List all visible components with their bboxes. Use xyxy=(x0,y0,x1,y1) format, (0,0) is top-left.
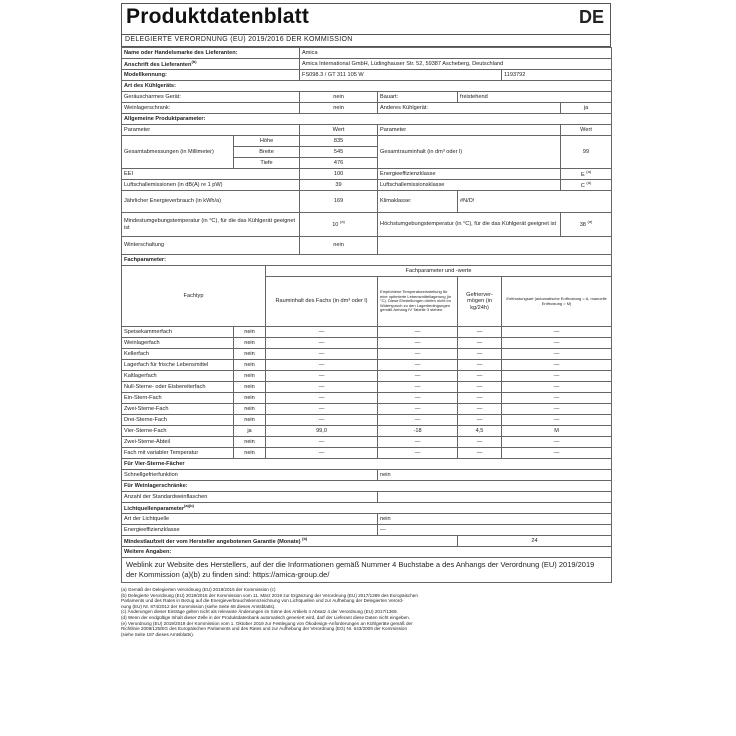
compartment-freeze: — xyxy=(458,437,502,448)
compartment-name: Drei-Sterne-Fach xyxy=(122,415,234,426)
footnote-ref: (b) xyxy=(302,535,308,541)
compartment-temp: — xyxy=(378,360,458,371)
energy-label: Jährlicher Energieverbrauch (in kWh/a) xyxy=(122,191,300,213)
climate-label: Klimaklasse: xyxy=(378,191,458,213)
device-value: nein xyxy=(300,103,378,114)
compartment-present: nein xyxy=(234,404,266,415)
compartment-type-header: Fachtyp xyxy=(122,266,266,327)
wine-count-row xyxy=(122,492,612,503)
compartment-volume: — xyxy=(266,448,378,459)
datasheet-header xyxy=(121,3,611,35)
light-type-label: Art der Lichtquelle xyxy=(122,514,378,525)
footnote-ref: (a)(b) xyxy=(184,502,194,508)
compartment-temp: — xyxy=(378,371,458,382)
footnote: (d) Wenn der endgültige Inhalt dieser Zelle in der Produktdatenbank automatisch generiert wird, darf der Lieferant diese Daten nicht eingeben. xyxy=(121,614,410,620)
compartment-name: Kellerfach xyxy=(122,349,234,360)
product-datasheet xyxy=(121,3,611,637)
compartment-volume: 99,0 xyxy=(266,426,378,437)
energy-value: 169 xyxy=(300,191,378,213)
section-heading: Fachparameter: xyxy=(122,255,612,266)
compartment-temp-header: Empfohlene Temperatureinstellung für eine optimierte Lebensmittellagerung (in °C). Diese Einstellungen dürfen nicht im Widerspruch zu den Lagerbedingungen gemäß Anhang IV Tabelle 3 stehen. xyxy=(378,277,458,327)
footnote-ref: (b) xyxy=(191,58,197,64)
regulation-subtitle: DELEGIERTE VERORDNUNG (EU) 2019/2016 DER KOMMISSION xyxy=(121,35,611,47)
compartment-row xyxy=(122,382,612,393)
compartment-row xyxy=(122,404,612,415)
compartment-temp: -18 xyxy=(378,426,458,437)
section-device-type xyxy=(122,81,612,92)
supplier-address-label: Anschrift des Lieferanten xyxy=(124,61,192,68)
compartment-rows xyxy=(122,327,612,459)
compartment-present: nein xyxy=(234,448,266,459)
compartment-volume: — xyxy=(266,437,378,448)
compartment-freeze: — xyxy=(458,404,502,415)
warranty-label: Mindestlaufzeit der vom Hersteller angebotenen Garantie (Monate) xyxy=(124,538,301,545)
model-row xyxy=(122,70,612,81)
compartment-row xyxy=(122,393,612,404)
compartment-temp: — xyxy=(378,404,458,415)
compartment-present: nein xyxy=(234,371,266,382)
compartment-volume: — xyxy=(266,327,378,338)
general-header-row xyxy=(122,125,612,136)
compartment-freeze: — xyxy=(458,371,502,382)
supplier-address-row xyxy=(122,59,612,70)
column-header: Wert xyxy=(561,125,612,136)
compartment-volume: — xyxy=(266,382,378,393)
compartment-volume: — xyxy=(266,360,378,371)
winter-value: nein xyxy=(300,237,378,255)
compartment-name: Weinlagerfach xyxy=(122,338,234,349)
compartment-row xyxy=(122,338,612,349)
compartment-volume-header: Rauminhalt des Fachs (in dm³ oder l) xyxy=(266,277,378,327)
compartment-temp: — xyxy=(378,382,458,393)
compartment-temp: — xyxy=(378,327,458,338)
light-class-row xyxy=(122,525,612,536)
fast-freeze-label: Schnellgefrierfunktion xyxy=(122,470,378,481)
compartment-defrost: — xyxy=(502,404,612,415)
energy-class-label: Energieeffizienzklasse xyxy=(378,169,561,180)
compartment-defrost: — xyxy=(502,360,612,371)
compartment-row xyxy=(122,349,612,360)
compartment-defrost: — xyxy=(502,415,612,426)
wine-count-label: Anzahl der Standardweinflaschen xyxy=(122,492,378,503)
section-four-star xyxy=(122,459,612,470)
device-label: Anderes Kühlgerät: xyxy=(378,103,561,114)
compartment-defrost: — xyxy=(502,393,612,404)
footnote: nung (EU) Nr. 874/2012 der Kommission (siehe Seite 68 dieses Amtsblatts). xyxy=(121,603,276,609)
compartment-defrost: — xyxy=(502,448,612,459)
noise-row xyxy=(122,180,612,191)
volume-value: 99 xyxy=(561,136,612,169)
light-class-label: Energieeffizienzklasse xyxy=(122,525,378,536)
compartment-name: Null-Sterne- oder Eisbereiterfach xyxy=(122,382,234,393)
eei-row xyxy=(122,169,612,180)
noise-class-value: C xyxy=(580,182,585,189)
device-value: ja xyxy=(561,103,612,114)
compartment-freeze: — xyxy=(458,338,502,349)
section-compartments xyxy=(122,255,612,266)
compartment-row xyxy=(122,415,612,426)
section-general xyxy=(122,114,612,125)
compartment-row xyxy=(122,371,612,382)
device-label: Geräuscharmes Gerät: xyxy=(122,92,300,103)
footnote-ref: (a) xyxy=(339,219,345,225)
footnotes xyxy=(121,587,611,637)
compartment-defrost: — xyxy=(502,349,612,360)
weblink-row xyxy=(122,558,612,583)
supplier-name-label: Name oder Handelsmarke des Lieferanten: xyxy=(122,48,300,59)
compartment-freeze: — xyxy=(458,415,502,426)
eei-value: 100 xyxy=(300,169,378,180)
model-label: Modellkennung: xyxy=(122,70,300,81)
supplier-address: Amica International GmbH, Lüdinghauser Str. 52, 59387 Ascheberg, Deutschland xyxy=(300,59,612,70)
wine-count-value xyxy=(378,492,612,503)
manufacturer-weblink-text: Weblink zur Website des Herstellers, auf der die Informationen gemäß Nummer 4 Buchstabe a des Anhangs der Verordnung (EU) 2019/2019 der Kommission (a)(b) zu finden sind: https://amica-group.de/ xyxy=(122,558,612,583)
max-temp-label: Höchstumgebungstemperatur (in °C), für die das Kühlgerät geeignet ist xyxy=(378,213,561,237)
footnote: Parlaments und des Rates in Bezug auf die Energieverbrauchskennzeichnung von Lichtquellen und zur Aufhebung der Delegierten Verord- xyxy=(121,598,404,604)
compartment-present: nein xyxy=(234,327,266,338)
compartment-freeze: — xyxy=(458,327,502,338)
footnote: (siehe Seite 187 dieses Amtsblatts). xyxy=(121,631,195,637)
language-code: DE xyxy=(578,7,604,27)
compartment-name: Zwei-Sterne-Abteil xyxy=(122,437,234,448)
compartment-freeze: — xyxy=(458,382,502,393)
winter-label: Winterschaltung xyxy=(122,237,300,255)
section-heading: Für Weinlagerschränke: xyxy=(122,481,612,492)
section-heading: Allgemeine Produktparameter: xyxy=(122,114,612,125)
device-label: Bauart: xyxy=(378,92,458,103)
compartment-row xyxy=(122,437,612,448)
volume-label: Gesamtrauminhalt (in dm³ oder l) xyxy=(378,136,561,169)
noise-value: 39 xyxy=(300,180,378,191)
compartment-volume: — xyxy=(266,349,378,360)
section-light xyxy=(122,503,612,514)
compartment-group-header: Fachparameter und -werte xyxy=(266,266,612,277)
model-code: 1193792 xyxy=(502,70,612,81)
min-temp-value: 10 xyxy=(332,222,339,229)
column-header: Parameter xyxy=(378,125,561,136)
warranty-value: 24 xyxy=(458,536,612,547)
supplier-name-row xyxy=(122,48,612,59)
compartment-row xyxy=(122,448,612,459)
section-heading: Für Vier-Sterne-Fächer xyxy=(122,459,612,470)
empty-cell xyxy=(378,237,612,255)
section-further xyxy=(122,547,612,558)
compartment-freeze: — xyxy=(458,448,502,459)
footnote: (e) Verordnung (EU) 2019/2019 der Kommission vom 1. Oktober 2019 zur Festlegung von Ökodesign-Anforderungen an Kühlgeräte gemäß der xyxy=(121,620,413,626)
compartment-temp: — xyxy=(378,393,458,404)
compartment-volume: — xyxy=(266,404,378,415)
climate-value: #N/D! xyxy=(458,191,612,213)
footnote: Richtlinie 2009/125/EG des Europäischen Parlaments und des Rates und zur Aufhebung der Verordnung (EG) Nr. 643/2009 der Kommission xyxy=(121,626,408,632)
compartment-defrost: — xyxy=(502,338,612,349)
compartment-defrost: M xyxy=(502,426,612,437)
footnote: (a) Gemäß der Delegierten Verordnung (EU) 2019/2015 der Kommission (c) xyxy=(121,587,276,592)
footnote-ref: (a) xyxy=(586,168,592,174)
compartment-volume: — xyxy=(266,338,378,349)
device-value: freistehend xyxy=(458,92,612,103)
winter-row xyxy=(122,237,612,255)
compartment-volume: — xyxy=(266,371,378,382)
compartment-name: Ein-Stern-Fach xyxy=(122,393,234,404)
compartment-volume: — xyxy=(266,415,378,426)
compartment-freeze-header: Gefriervermögen (in kg/24h) xyxy=(458,277,502,327)
footnote: (c) Änderungen dieser Einträge gelten nicht als relevante Änderungen im Sinne des Artikels 4 Absatz 4 der Verordnung (EU) 2017/1369. xyxy=(121,609,398,615)
compartment-row xyxy=(122,327,612,338)
depth-value: 476 xyxy=(300,158,378,169)
min-temp-label: Mindestumgebungstemperatur (in °C), für die das Kühlgerät geeignet ist xyxy=(122,213,300,237)
compartment-present: nein xyxy=(234,393,266,404)
fast-freeze-row xyxy=(122,470,612,481)
energy-row xyxy=(122,191,612,213)
section-heading: Weitere Angaben: xyxy=(122,547,612,558)
footnote: (b) Delegierte Verordnung (EU) 2019/2015 der Kommission vom 11. März 2019 zur Ergänzung der Verordnung (EU) 2017/1369 des Europäischen xyxy=(121,592,418,598)
compartment-volume: — xyxy=(266,393,378,404)
compartment-name: Vier-Sterne-Fach xyxy=(122,426,234,437)
compartment-present: nein xyxy=(234,382,266,393)
device-row xyxy=(122,92,612,103)
compartment-present: nein xyxy=(234,338,266,349)
supplier-name: Amica xyxy=(300,48,612,59)
light-type-value: nein xyxy=(378,514,612,525)
depth-label: Tiefe xyxy=(234,158,300,169)
noise-label: Luftschallemissionen (in dB(A) re 1 pW) xyxy=(122,180,300,191)
compartment-temp: — xyxy=(378,338,458,349)
height-value: 835 xyxy=(300,136,378,147)
width-value: 545 xyxy=(300,147,378,158)
device-label: Weinlagerschrank: xyxy=(122,103,300,114)
compartment-present: ja xyxy=(234,426,266,437)
height-label: Höhe xyxy=(234,136,300,147)
fast-freeze-value: nein xyxy=(378,470,612,481)
compartment-defrost-header: Entfrostungsart (automatische Entfrostung = A, manuelle Entfrostung = M) xyxy=(502,277,612,327)
compartment-defrost: — xyxy=(502,382,612,393)
compartment-temp: — xyxy=(378,437,458,448)
compartment-freeze: 4,5 xyxy=(458,426,502,437)
compartment-row xyxy=(122,426,612,437)
footnote-ref: (a) xyxy=(586,179,592,185)
page-title: Produktdatenblatt xyxy=(126,5,310,28)
compartment-group-row xyxy=(122,266,612,277)
noise-class-label: Luftschallemissionsklasse xyxy=(378,180,561,191)
compartment-name: Speisekammerfach xyxy=(122,327,234,338)
compartment-defrost: — xyxy=(502,437,612,448)
compartment-freeze: — xyxy=(458,393,502,404)
model-id: FS098.3 / GT 311 105 W xyxy=(300,70,502,81)
compartment-temp: — xyxy=(378,448,458,459)
light-type-row xyxy=(122,514,612,525)
datasheet-table xyxy=(121,47,612,583)
compartment-freeze: — xyxy=(458,349,502,360)
light-class-value: — xyxy=(378,525,612,536)
column-header: Parameter xyxy=(122,125,300,136)
compartment-name: Fach mit variabler Temperatur xyxy=(122,448,234,459)
footnote-ref: (a) xyxy=(587,219,593,225)
compartment-defrost: — xyxy=(502,371,612,382)
section-heading: Art des Kühlgeräts: xyxy=(122,81,612,92)
compartment-temp: — xyxy=(378,415,458,426)
max-temp-value: 38 xyxy=(579,222,586,229)
compartment-name: Lagerfach für frische Lebensmittel xyxy=(122,360,234,371)
compartment-present: nein xyxy=(234,437,266,448)
compartment-present: nein xyxy=(234,349,266,360)
compartment-name: Kaltlagerfach xyxy=(122,371,234,382)
device-row xyxy=(122,103,612,114)
energy-class-value: E xyxy=(580,171,585,178)
dimension-row xyxy=(122,136,612,147)
device-value: nein xyxy=(300,92,378,103)
width-label: Breite xyxy=(234,147,300,158)
dimensions-label: Gesamtabmessungen (in Millimeter) xyxy=(122,136,234,169)
warranty-row xyxy=(122,536,612,547)
section-heading: Lichtquellenparameter xyxy=(124,505,184,512)
column-header: Wert xyxy=(300,125,378,136)
compartment-present: nein xyxy=(234,360,266,371)
compartment-temp: — xyxy=(378,349,458,360)
compartment-present: nein xyxy=(234,415,266,426)
section-wine xyxy=(122,481,612,492)
compartment-freeze: — xyxy=(458,360,502,371)
temperature-row xyxy=(122,213,612,237)
compartment-name: Zwei-Sterne-Fach xyxy=(122,404,234,415)
compartment-row xyxy=(122,360,612,371)
compartment-defrost: — xyxy=(502,327,612,338)
eei-label: EEI xyxy=(122,169,300,180)
